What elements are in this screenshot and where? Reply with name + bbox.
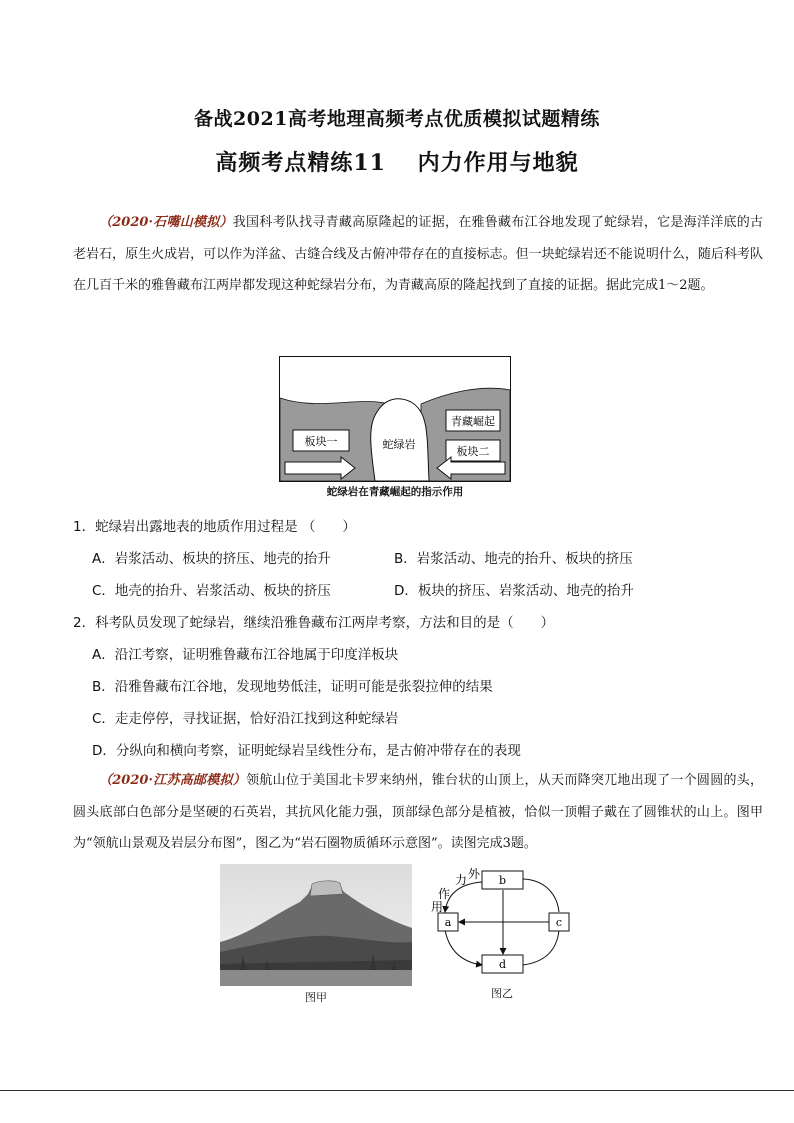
document-subtitle: 高频考点精练11 内力作用与地貌 xyxy=(215,150,579,176)
question-2-option-c: C．走走停停，寻找证据，恰好沿江找到这种蛇绿岩 xyxy=(92,711,399,727)
question-2-option-d: D．分纵向和横向考察，证明蛇绿岩呈线性分布，是古俯冲带存在的表现 xyxy=(92,743,521,759)
passage-2 xyxy=(73,765,763,860)
passage-1 xyxy=(73,207,763,302)
ophiolite-diagram xyxy=(279,356,511,482)
arrow-label-char-2: 力 xyxy=(455,873,468,887)
passage-2-source: （2020·江苏高邮模拟） xyxy=(99,773,247,788)
footer-divider xyxy=(0,1090,794,1091)
node-b-label: b xyxy=(498,874,507,887)
node-d-label: d xyxy=(498,958,507,971)
question-1-option-d: D．板块的挤压、岩浆活动、地壳的抬升 xyxy=(394,583,634,599)
plate1-label: 板块一 xyxy=(304,435,338,448)
arrow-d-to-c xyxy=(523,930,559,965)
passage-1-text: 我国科考队找寻青藏高原隆起的证据，在雅鲁藏布江谷地发现了蛇绿岩，它是海洋洋底的古老岩石，原生火成岩，可以作为洋盆、古缝合线及古俯冲带存在的直接标志。但一块蛇绿岩还不能说明什么，随后科考队在几百千米的雅鲁藏布江两岸都发现这种蛇绿岩分布，为青藏高原的隆起找到了直接的证据。据此完成1～2题。 xyxy=(73,215,763,293)
node-c-label: c xyxy=(555,916,563,929)
question-1-option-b: B．岩浆活动、地壳的抬升、板块的挤压 xyxy=(394,551,633,567)
rock-label: 蛇绿岩 xyxy=(382,438,416,451)
pilot-mountain-photo xyxy=(220,864,412,986)
document-title: 备战2021高考地理高频考点优质模拟试题精练 xyxy=(194,108,600,130)
arrow-label-char-1: 外 xyxy=(468,867,481,881)
rock-cycle-diagram xyxy=(427,866,577,982)
question-2-stem: 2．科考队员发现了蛇绿岩，继续沿雅鲁藏布江两岸考察，方法和目的是（ ） xyxy=(73,615,555,631)
arrow-c-to-b xyxy=(523,879,559,912)
figure-yi-caption: 图乙 xyxy=(491,987,513,1000)
uplift-label: 青藏崛起 xyxy=(451,415,495,428)
question-1-stem: 1．蛇绿岩出露地表的地质作用过程是 （ ） xyxy=(73,519,356,535)
passage-1-source: （2020·石嘴山模拟） xyxy=(99,215,233,230)
question-1-option-a: A．岩浆活动、板块的挤压、地壳的抬升 xyxy=(92,551,331,567)
question-2-option-a: A．沿江考察，证明雅鲁藏布江谷地属于印度洋板块 xyxy=(92,647,399,663)
node-a-label: a xyxy=(444,916,452,929)
passage-2-text: 领航山位于美国北卡罗来纳州，锥台状的山顶上，从天而降突兀地出现了一个圆圆的头，圆头底部白色部分是坚硬的石英岩，其抗风化能力强，顶部绿色部分是植被，恰似一顶帽子戴在了圆锥状的山上。图甲为“领航山景观及岩层分布图”，图乙为“岩石圈物质循环示意图”。读图完成3题。 xyxy=(73,773,763,851)
figure-jia-caption: 图甲 xyxy=(305,991,327,1004)
arrow-label-char-3: 作 xyxy=(438,887,451,901)
arrow-label-char-4: 用 xyxy=(431,900,444,914)
question-1-option-c: C．地壳的抬升、岩浆活动、板块的挤压 xyxy=(92,583,331,599)
figure1-caption: 蛇绿岩在青藏崛起的指示作用 xyxy=(326,486,464,498)
arrow-a-to-d xyxy=(445,930,482,965)
question-2-option-b: B．沿雅鲁藏布江谷地，发现地势低洼，证明可能是张裂拉伸的结果 xyxy=(92,679,493,695)
plate2-label: 板块二 xyxy=(456,445,490,458)
